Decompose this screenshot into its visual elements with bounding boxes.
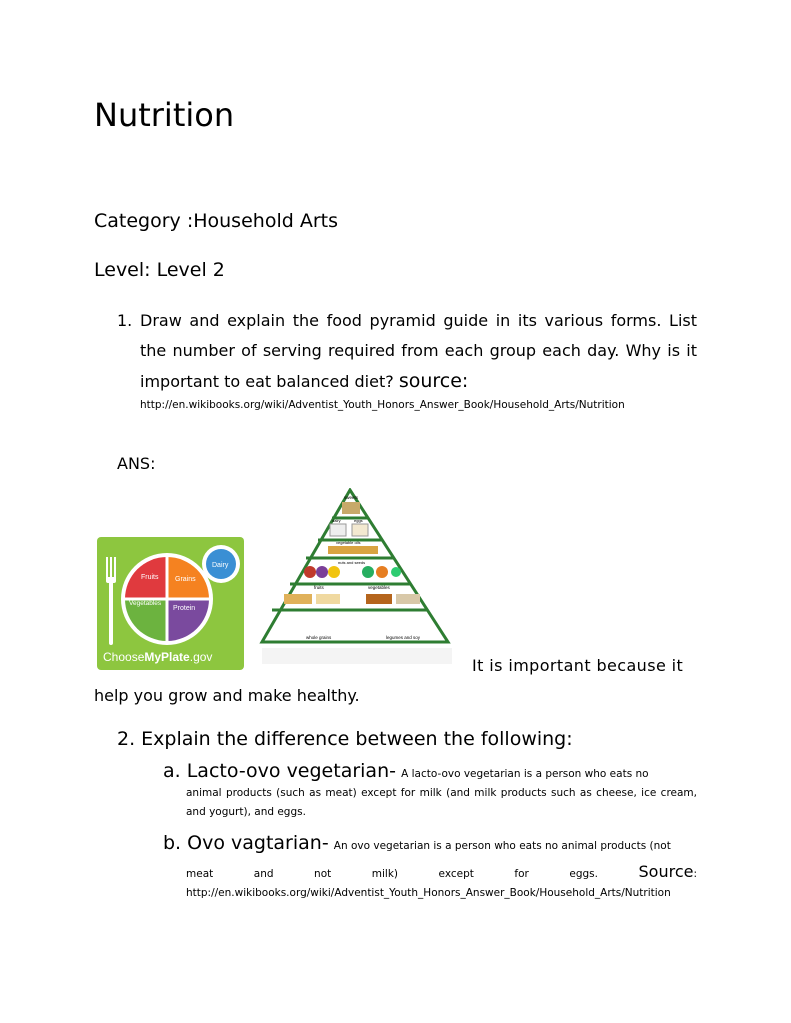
item-b-text: An ovo vegetarian is a person who eats no animal products (not xyxy=(333,840,671,852)
pyr-legumes: legumes and soy xyxy=(386,635,421,640)
item-b-colon: : xyxy=(693,868,697,880)
item-b xyxy=(163,832,697,903)
question-number: 1. xyxy=(117,311,133,330)
vegetables-label: Vegetables xyxy=(129,600,162,607)
item-b-url: http://en.wikibooks.org/wiki/Adventist_Youth_Honors_Answer_Book/Household_Arts/Nutrition xyxy=(186,887,671,899)
pyr-dairy: dairy xyxy=(332,518,341,523)
grains-label: Grains xyxy=(175,576,196,583)
pyr-vegetables: vegetables xyxy=(368,585,390,590)
food-pyramid-graphic xyxy=(258,488,458,668)
item-a-label: a. Lacto-ovo vegetarian- xyxy=(163,760,396,782)
item-a-text: A lacto-ovo vegetarian is a person who eats no xyxy=(401,768,649,780)
myplate-graphic xyxy=(97,537,244,670)
myplate-brand: ChooseMyPlate.gov xyxy=(103,650,213,664)
pyr-nuts: nuts and seeds xyxy=(338,560,366,565)
question-text: Draw and explain the food pyramid guide in its various forms. List the number of serving required from each group each day. Why is it important to eat balanced diet? xyxy=(140,311,697,391)
myplate-image xyxy=(97,537,244,670)
level: Level: Level 2 xyxy=(94,259,225,281)
pyr-fruits: fruits xyxy=(314,585,324,590)
question-2: 2. Explain the difference between the following: xyxy=(117,728,573,750)
source-url: http://en.wikibooks.org/wiki/Adventist_Youth_Honors_Answer_Book/Household_Arts/Nutrition xyxy=(140,399,625,411)
category: Category :Household Arts xyxy=(94,210,338,232)
item-b-continued: meat and not milk) except for eggs. xyxy=(186,868,598,880)
dairy-label: Dairy xyxy=(212,562,229,569)
food-pyramid-image xyxy=(258,488,458,668)
item-a xyxy=(163,760,697,822)
item-b-source-label: Source xyxy=(638,862,694,881)
important-text-line2: help you grow and make healthy. xyxy=(94,686,360,705)
pyr-oils: vegetable oils xyxy=(336,540,361,545)
fruits-label: Fruits xyxy=(141,574,159,581)
pyr-whole-grains: whole grains xyxy=(306,635,332,640)
source-label: source: xyxy=(398,370,469,392)
item-a-continued: animal products (such as meat) except for milk (and milk products such as cheese, ice cream, and yogurt), and eggs. xyxy=(186,787,697,818)
pyr-sweets: sweets xyxy=(344,495,359,500)
protein-label: Protein xyxy=(173,605,196,612)
item-b-label: b. Ovo vagtarian- xyxy=(163,832,329,854)
page-title: Nutrition xyxy=(94,96,235,134)
fork-icon xyxy=(106,557,116,645)
pyr-eggs: eggs xyxy=(354,518,363,523)
answer-label: ANS: xyxy=(117,454,156,473)
important-text-line1: It is important because it xyxy=(472,656,684,675)
question-1 xyxy=(117,306,697,413)
